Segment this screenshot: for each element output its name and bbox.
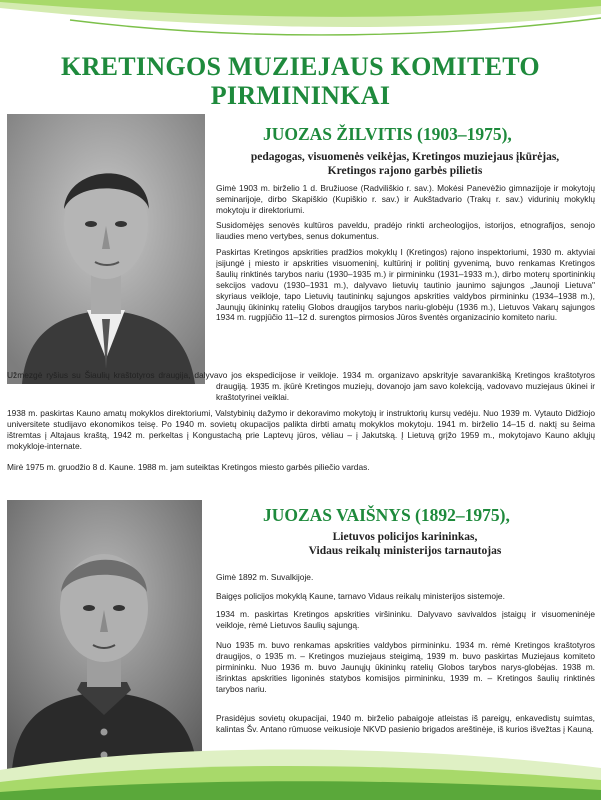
person1-subtitle-line-1: pedagogas, visuomenės veikėjas, Kretingos muziejaus įkūrėjas,	[250, 151, 560, 163]
page-title	[0, 52, 601, 110]
page-title-line-2: PIRMININKAI	[210, 81, 391, 110]
person2-subtitle-line-1: Lietuvos policijos karininkas,	[332, 531, 478, 543]
person2-paragraph: Prasidėjus sovietų okupacijai, 1940 m. birželio pabaigoje atleistas iš pareigų, enkavedistų suimtas, kalintas Šv. Antano rūmuose veikusioje NKVD pasienio brigados areštinėje, iš kurios išvežtas į Kauną.	[216, 713, 595, 734]
page-title-line-1: KRETINGOS MUZIEJAUS KOMITETO	[61, 52, 540, 81]
person1-heading: JUOZAS ŽILVITIS (1903–1975),	[263, 124, 512, 144]
person2-subtitle	[215, 530, 595, 558]
portrait-photo-juozas-zilvitis	[7, 114, 205, 384]
person1-paragraph: Paskirtas Kretingos apskrities pradžios mokyklų I (Kretingos) rajono inspektoriumi, 1930 m. aktyviai įsijungė į miesto ir apskrities visuomeninį, kultūrinį ir politinį gyvenimą, buvo renkamas Kretingos šaulių rinktinės tarybos nariu (1930–1935 m.) ir pirmininku (1931–1933 m.), dirbo moterų sportininkių sekcijos vadovu (1930–1931 m.), dalyvavo lietuvių tautinio jaunimo sąjungos „Jaunoji Lietuva" skyriaus veikloje, tapo Lietuvių tautininkų sąjungos apskrities valdybos pirmininku (1934–1938 m.), Jaunųjų ūkininkų ratelių Globos draugijos tarybos nariu-globėju (1936 m.), Lietuvos Vakarų sąjungos 1934 m. rugpjūčio 11–12 d. surengtos pirmosios Jūros šventės organizacinio komiteto nariu.	[216, 247, 595, 323]
person2-heading: JUOZAS VAIŠNYS (1892–1975),	[263, 505, 510, 525]
person2-paragraph: Gimė 1892 m. Suvalkijoje.	[216, 572, 314, 582]
portrait-photo-juozas-vaisnys	[7, 500, 202, 770]
person2-paragraph: Baigęs policijos mokyklą Kaune, tarnavo Vidaus reikalų ministerijos sistemoje.	[216, 591, 505, 601]
person2-paragraph: Nuo 1935 m. buvo renkamas apskrities valdybos pirmininku. 1934 m. rėmė Kretingos kraštotyros draugijos, o 1935 m. – Kretingos muziejaus steigimą, 1939 m. buvo paskirtas Muziejaus komiteto pirmininku. Nuo 1936 m. buvo Jaunųjų ūkininkų ratelių Globos tarybos narys-globėjas. 1938 m. išrinktas apskrities ligoninės statybos komisijos pirmininku, 1939 m. – Kretingos šaulių rinktinės tarybos nariu.	[216, 640, 595, 694]
person1-subtitle	[215, 150, 595, 178]
person1-paragraph: Mirė 1975 m. gruodžio 8 d. Kaune. 1988 m. jam suteiktas Kretingos miesto garbės piliečio vardas.	[7, 462, 370, 472]
person2-paragraph: 1934 m. paskirtas Kretingos apskrities viršininku. Dalyvavo savivaldos įstaigų ir visuomeninėje veikloje, rėmė Lietuvos šaulių sąjungą.	[216, 609, 595, 630]
person2-subtitle-line-2: Vidaus reikalų ministerijos tarnautojas	[308, 545, 502, 557]
person1-subtitle-line-2: Kretingos rajono garbės pilietis	[327, 165, 483, 177]
person1-paragraph-text: Užmezgė ryšius su Šiaulių kraštotyros draugija, dalyvavo jos ekspedicijose ir veikloje. 1934 m. organizavo apskrityje savarankišką Kretingos kraštotyros draugiją. 1935 m. įkūrė Kretingos muziejų, dovanojo jam savo kolekciją, vadovavo muziejaus ūkinei ir kraštotyrinei veiklai.	[7, 370, 595, 402]
person1-paragraph: Gimė 1903 m. birželio 1 d. Bružiuose (Radviliškio r. sav.). Mokėsi Panevėžio gimnazijoje ir mokytojų seminarijoje, dirbo Skapiškio (Kupiškio r. sav.) ir Aukštadvario (Trakų r. sav.) vidurinių mokyklų mokytoju ir direktoriumi.	[216, 183, 595, 215]
person1-paragraph: Susidomėjęs senovės kultūros paveldu, pradėjo rinkti archeologijos, istorijos, etnografijos, senojo liaudies meno vertybes, senus dokumentus.	[216, 220, 595, 241]
person1-paragraph	[7, 370, 595, 403]
person1-paragraph: 1938 m. paskirtas Kauno amatų mokyklos direktoriumi, Valstybinių dažymo ir dekoravimo mokytojų ir instruktorių kursų vedėju. Nuo 1939 m. Vytauto Didžiojo universitete studijavo ekonomikos teisę. Po 1940 m. sovietų okupacijos palikta dirbti amatų mokyklos mokytoju. 1941 m. birželio 14–15 d. naktį su šeima ištremtas į Altajaus kraštą, 1942 m. perkeltas į Kongustachą prie Laptevų jūros, vėliau – į Jakutską. Į Lietuvą grįžo 1959 m., mokytojavo Kauno aklųjų mokykloje-internate.	[7, 408, 595, 451]
